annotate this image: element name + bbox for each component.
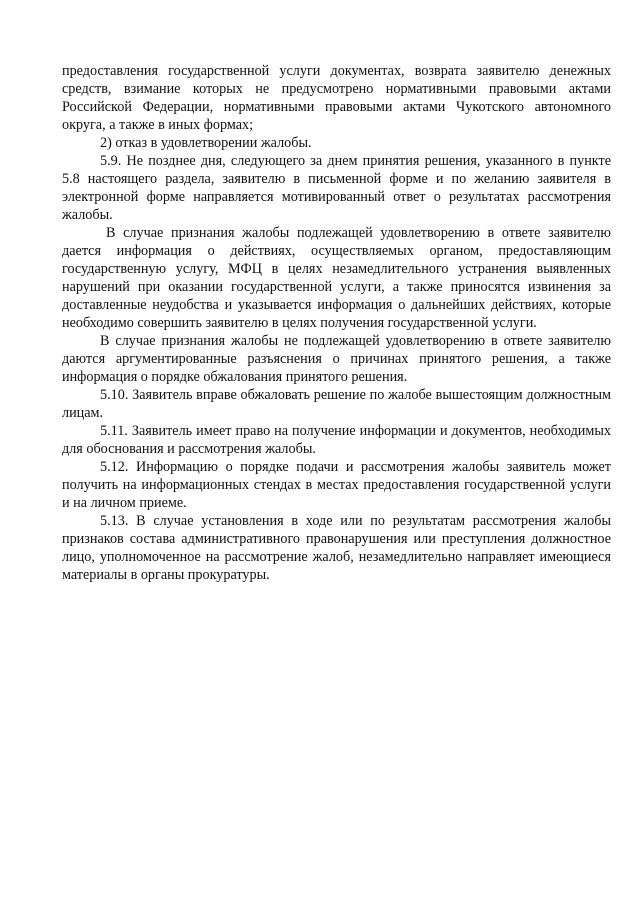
paragraph-5-13: 5.13. В случае установления в ходе или по результатам рассмотрения жалобы признаков состава административного правонарушения или преступления должностное лицо, уполномоченное на рассмотрение жалоб, незамедлительно направляет имеющиеся материалы в органы прокуратуры. [62,513,611,583]
paragraph-unsatisfied-case: В случае признания жалобы не подлежащей удовлетворению в ответе заявителю даются аргументированные разъяснения о причинах принятого решения, а также информация о порядке обжалования принятого решения. [62,333,611,385]
paragraph-5-9: 5.9. Не позднее дня, следующего за днем принятия решения, указанного в пункте 5.8 настоящего раздела, заявителю в письменной форме и по желанию заявителя в электронной форме направляется мотивированный ответ о результатах рассмотрения жалобы. [62,153,611,223]
paragraph-satisfied-case: В случае признания жалобы подлежащей удовлетворению в ответе заявителю дается информация о действиях, осуществляемых органом, предоставляющим государственную услугу, МФЦ в целях незамедлительного устранения выявленных нарушений при оказании государственной услуги, а также приносятся извинения за доставленные неудобства и указывается информация о дальнейших действиях, которые необходимо совершить заявителю в целях получения государственной услуги. [62,225,611,331]
paragraph-5-11: 5.11. Заявитель имеет право на получение информации и документов, необходимых для обоснования и рассмотрения жалобы. [62,423,611,457]
paragraph-item-2: 2) отказ в удовлетворении жалобы. [100,135,312,151]
paragraph-5-12: 5.12. Информацию о порядке подачи и рассмотрения жалобы заявитель может получить на информационных стендах в местах предоставления государственной услуги и на личном приеме. [62,459,611,511]
paragraph-continuation: предоставления государственной услуги документах, возврата заявителю денежных средств, взимание которых не предусмотрено нормативными правовыми актами Российской Федерации, нормативными правовыми актами Чукотского автономного округа, а также в иных формах; [62,63,611,133]
document-page [62,62,611,584]
paragraph-5-10: 5.10. Заявитель вправе обжаловать решение по жалобе вышестоящим должностным лицам. [62,387,611,421]
